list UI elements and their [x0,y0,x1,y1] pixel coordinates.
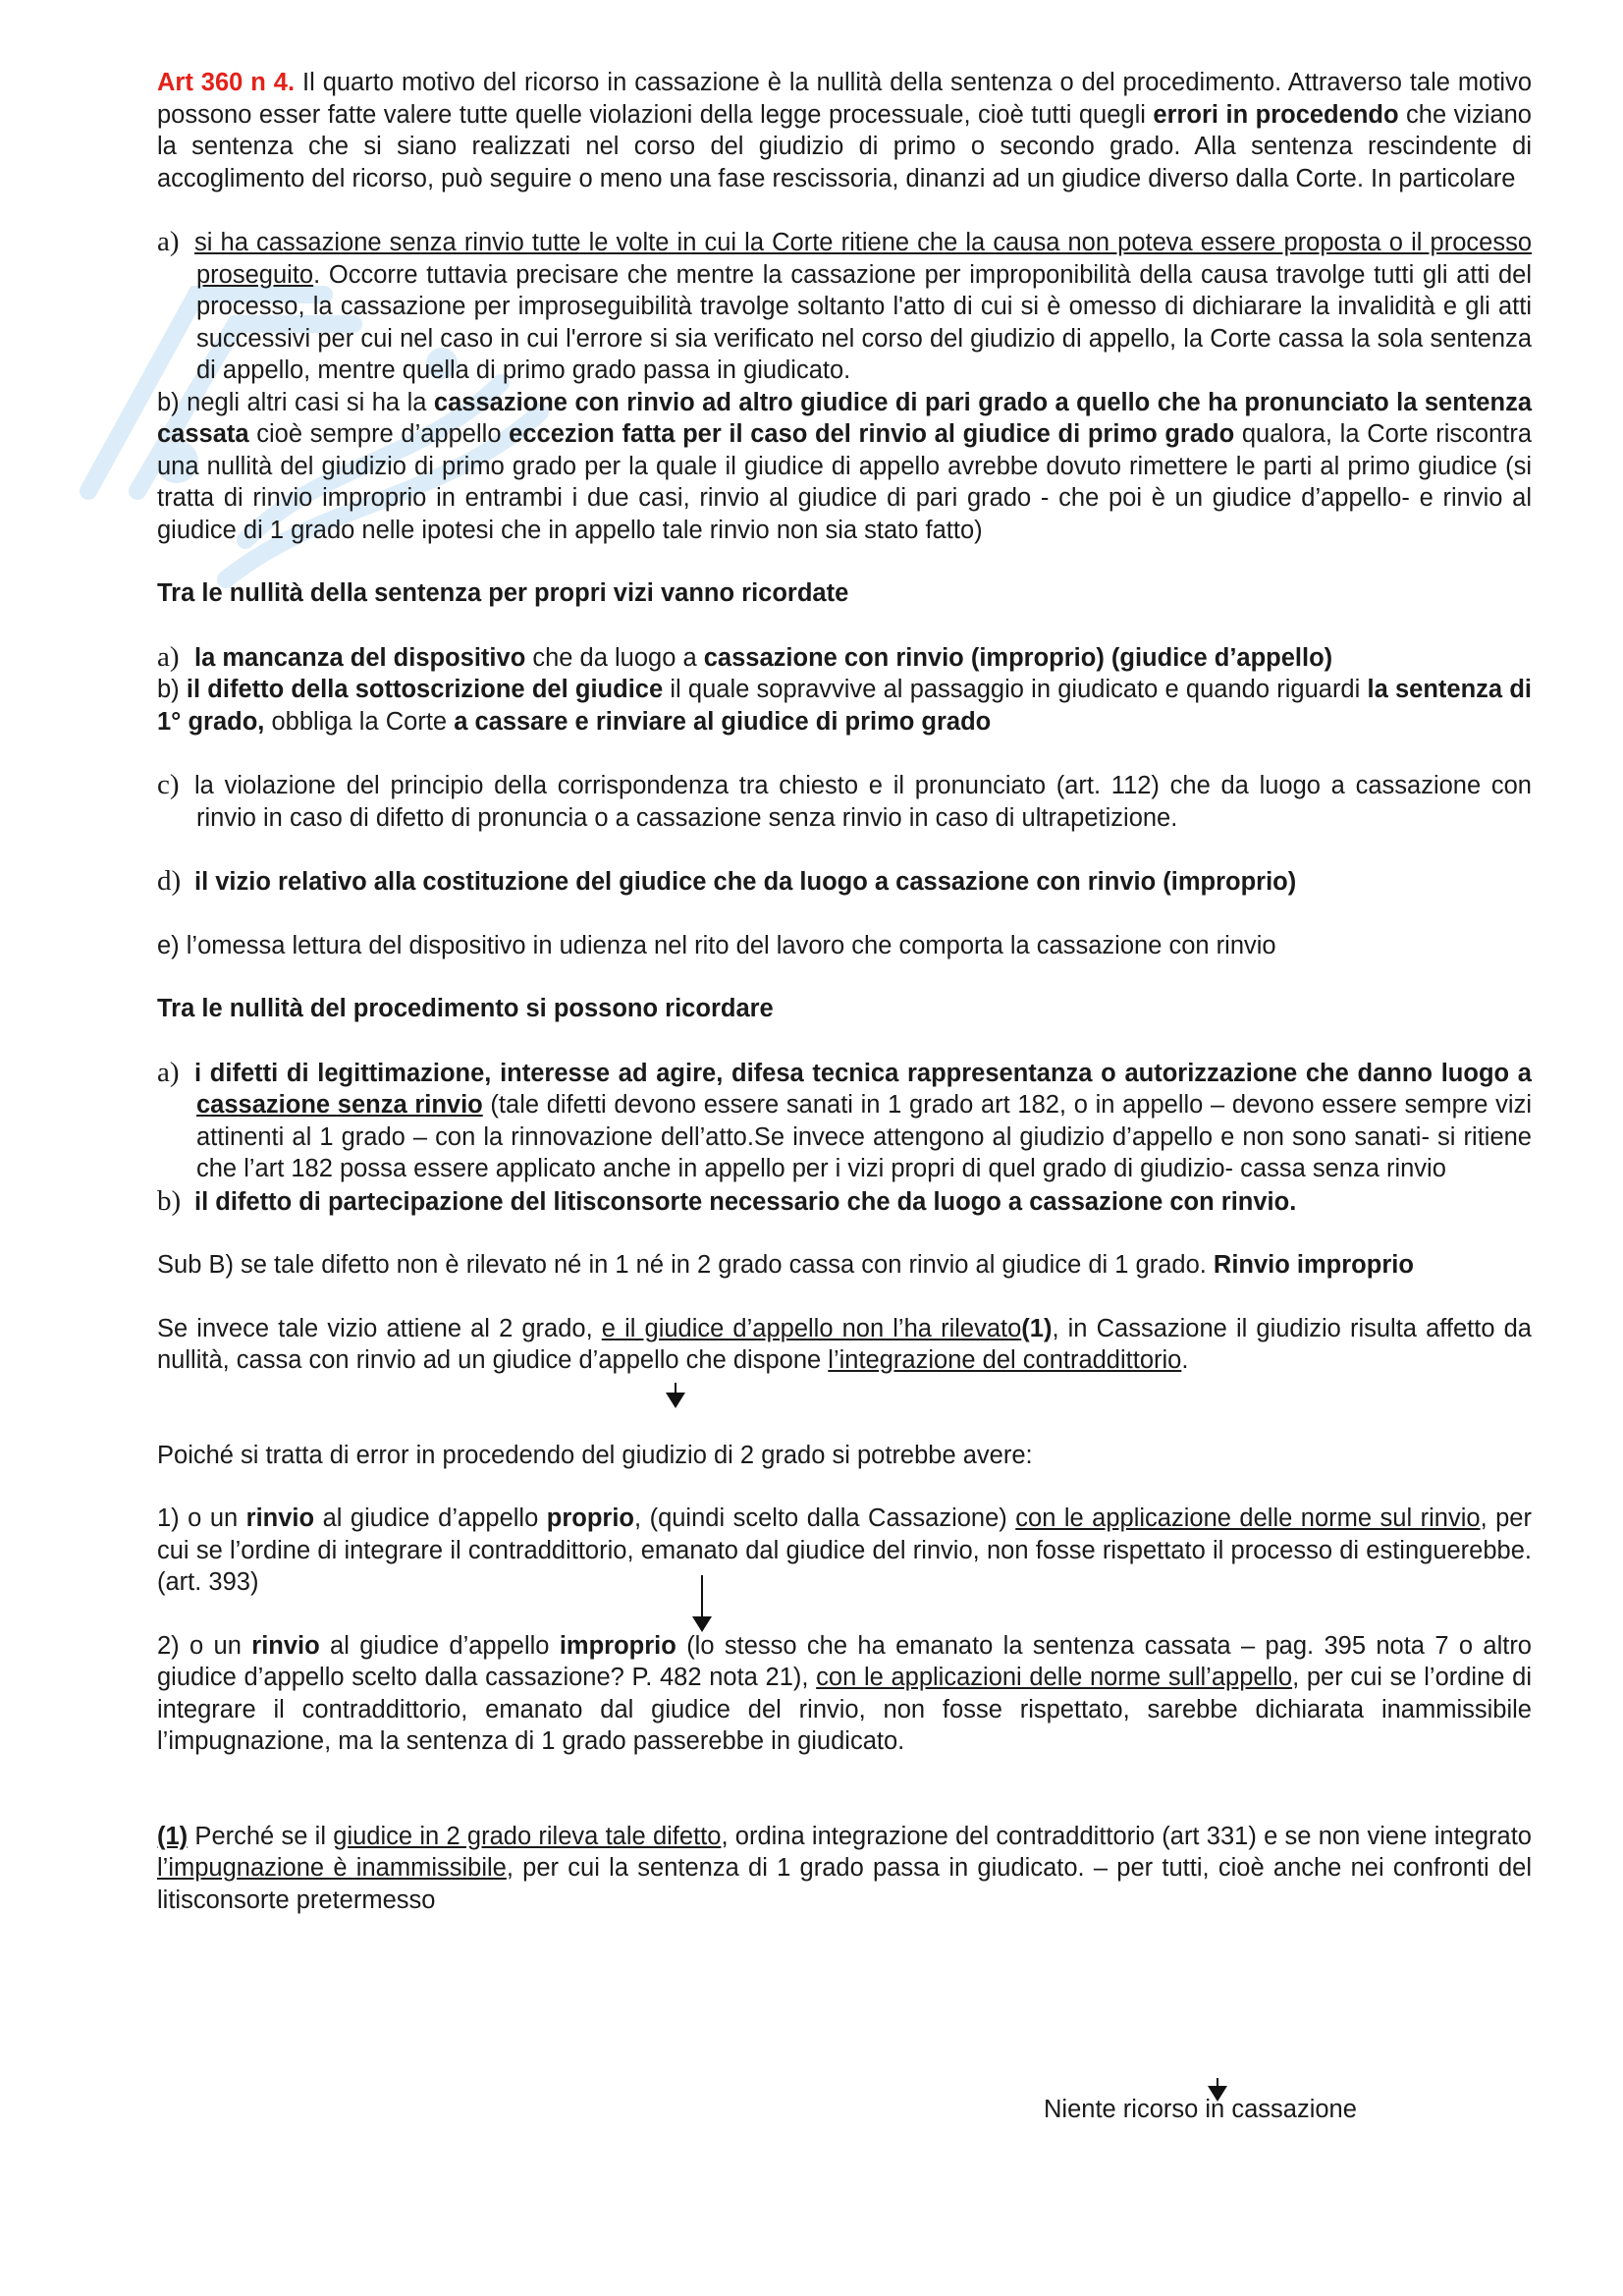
sentenza-item-e: e) l’omessa lettura del dispositivo in udienza nel rito del lavoro che comporta la cassazione con rinvio [157,931,1276,959]
article-label: Art 360 n 4. [157,69,296,96]
poiche-paragraph: Poiché si tratta di error in procedendo del giudizio di 2 grado si potrebbe avere: [157,1441,1033,1469]
option-1-paragraph: 1) o un rinvio al giudice d’appello proprio, (quindi scelto dalla Cassazione) con le applicazione delle norme sul rinvio, per cui se l’ordine di integrare il contraddittorio, emanato dal giudice del rinvio, non fosse rispettato il processo di estinguerebbe. (art. 393) [157,1504,1532,1596]
sub-b-paragraph: Sub B) se tale difetto non è rilevato né in 1 né in 2 grado cassa con rinvio al giudice di 1 grado. Rinvio improprio [157,1251,1414,1279]
procedimento-item-b: b) il difetto di partecipazione del litisconsorte necessario che da luogo a cassazione con rinvio. [157,1184,1297,1217]
option-2-paragraph: 2) o un rinvio al giudice d’appello improprio (lo stesso che ha emanato la sentenza cassata – pag. 395 nota 7 o altro giudice d’appello scelto dalla cassazione? P. 482 nota 21), con le applicazioni delle norme sull’appello, per cui se l’ordine di integrare il contraddittorio, emanato dal giudice del rinvio, non fosse rispettato, sarebbe dichiarata inammissibile l’impugnazione, ma la sentenza di 1 grado passerebbe in giudicato. [157,1631,1532,1755]
arrow-down-icon [692,1575,712,1632]
se-invece-paragraph: Se invece tale vizio attiene al 2 grado, e il giudice d’appello non l’ha rilevato(1), in Cassazione il giudizio risulta affetto da nullità, cassa con rinvio ad un giudice d’appello che dispone l’integrazione del contraddittorio. [157,1314,1532,1374]
heading-procedimento: Tra le nullità del procedimento si possono ricordare [157,995,774,1022]
sentenza-item-b: b) il difetto della sottoscrizione del giudice il quale sopravvive al passaggio in giudicato e quando riguardi la sentenza di 1° grado, obbliga la Corte a cassare e rinviare al giudice di primo grado [157,676,1532,736]
sentenza-item-d: d) il vizio relativo alla costituzione del giudice che da luogo a cassazione con rinvio (improprio) [157,865,1297,897]
intro-paragraph: Art 360 n 4. Il quarto motivo del ricorso in cassazione è la nullità della sentenza o del procedimento. Attraverso tale motivo possono esser fatte valere tutte quelle violazioni della legge processuale, cioè tutti quegli errori in procedendo che viziano la sentenza che si siano realizzati nel corso del giudizio di primo o secondo grado. Alla sentenza rescindente di accoglimento del ricorso, può seguire o meno una fase rescissoria, dinanzi ad un giudice diverso dalla Corte. In particolare [157,69,1532,192]
niente-ricorso-note: Niente ricorso in cassazione [1044,2096,1357,2123]
case-a-item: a) si ha cassazione senza rinvio tutte le volte in cui la Corte ritiene che la causa non poteva essere proposta o il processo proseguito. Occorre tuttavia precisare che mentre la cassazione per improponibilità della causa travolge tutti gli atti del processo, la cassazione per improseguibilità travolge soltanto l'atto di cui si è omesso di dichiarare la invalidità e gli atti successivi per cui nel caso in cui l'errore si sia verificato nel corso del giudizio di appello, la Corte cassa la sola sentenza di appello, mentre quella di primo grado passa in giudicato. [157,226,1532,384]
sentenza-item-c: c) la violazione del principio della corrispondenza tra chiesto e il pronunciato (art. 112) che da luogo a cassazione con rinvio in caso di difetto di pronuncia o a cassazione senza rinvio in caso di ultrapetizione. [157,769,1532,832]
document-body [157,67,1532,1916]
procedimento-item-a: a) i difetti di legittimazione, interesse ad agire, difesa tecnica rappresentanza o autorizzazione che danno luogo a cassazione senza rinvio (tale difetti devono essere sanati in 1 grado art 182, o in appello – devono essere sempre vizi attinenti al 1 grado – con la rinnovazione dell’atto.Se invece attengono al giudizio d’appello e non sono sanati- si ritiene che l’art 182 possa essere applicato anche in appello per i vizi propri di quel grado di giudizio- cassa senza rinvio [157,1056,1532,1182]
case-b-item: b) negli altri casi si ha la cassazione con rinvio ad altro giudice di pari grado a quello che ha pronunciato la sentenza cassata cioè sempre d’appello eccezion fatta per il caso del rinvio al giudice di primo grado qualora, la Corte riscontra una nullità del giudizio di primo grado per la quale il giudice di appello avrebbe dovuto rimettere le parti al primo giudice (si tratta di rinvio improprio in entrambi i due casi, rinvio al giudice di pari grado - che poi è un giudice d’appello- e rinvio al giudice di 1 grado nelle ipotesi che in appello tale rinvio non sia stato fatto) [157,388,1532,544]
sentenza-item-a: a) la mancanza del dispositivo che da luogo a cassazione con rinvio (improprio) (giudice d’appello) [157,640,1333,673]
arrow-down-icon [1208,2078,1227,2102]
heading-sentenza: Tra le nullità della sentenza per propri vizi vanno ricordate [157,579,849,607]
footnote-paragraph: (1) Perché se il giudice in 2 grado rileva tale difetto, ordina integrazione del contraddittorio (art 331) e se non viene integrato l’impugnazione è inammissibile, per cui la sentenza di 1 grado passa in giudicato. – per tutti, cioè anche nei confronti del litisconsorte pretermesso [157,1822,1532,1914]
arrow-down-icon [666,1383,685,1408]
